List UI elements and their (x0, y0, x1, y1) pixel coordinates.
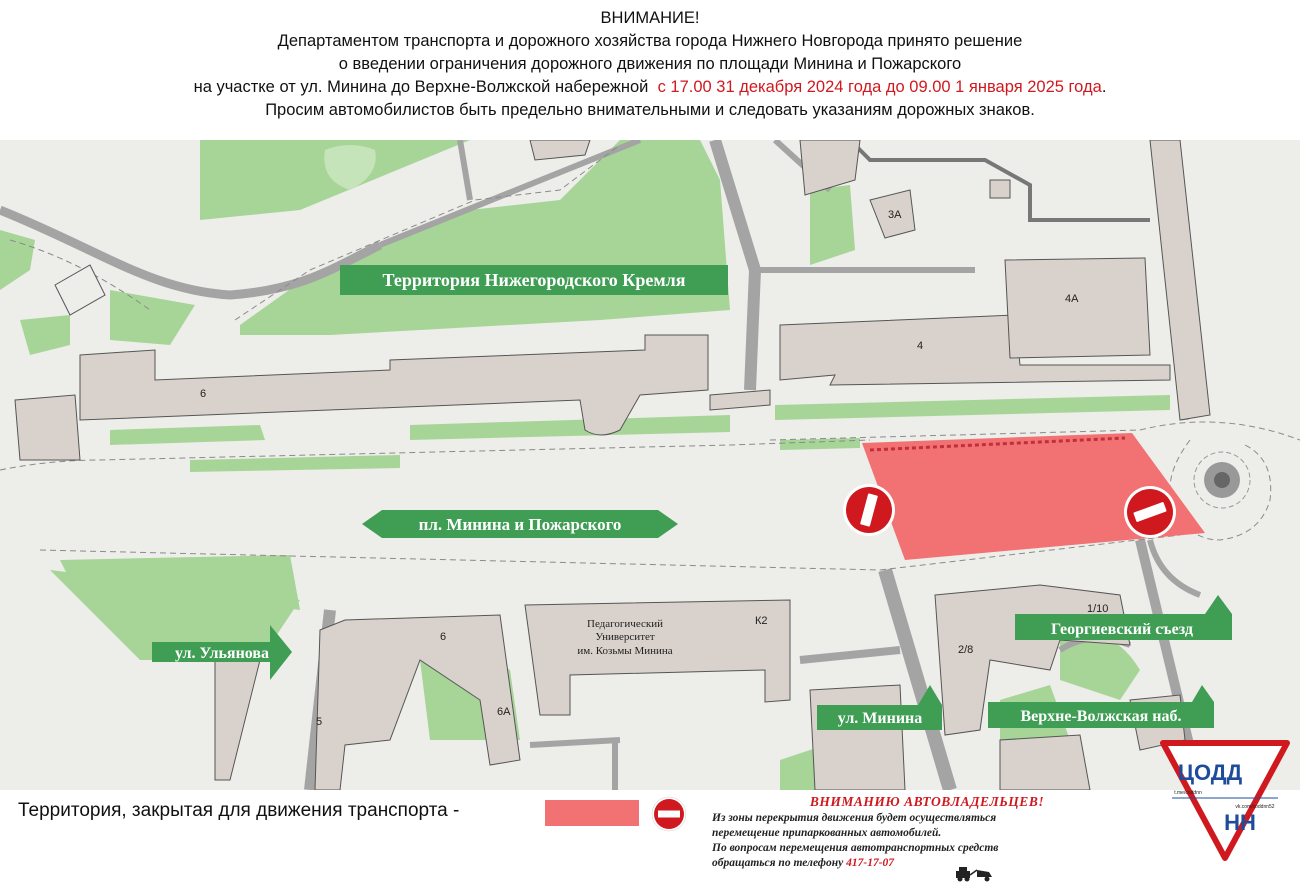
logo-tg: t.me/coddnn (1174, 790, 1202, 796)
building-number: 5 (316, 716, 323, 728)
building-number: 1/10 (1087, 603, 1109, 615)
building-4a (1005, 258, 1150, 358)
building-number: 2/8 (958, 644, 974, 656)
university-line-1: Педагогический (587, 618, 663, 630)
building-number: 6А (497, 706, 511, 718)
label-kremlin-text: Территория Нижегородского Кремля (382, 270, 686, 290)
notice-header (0, 0, 1300, 140)
tow-notice (712, 794, 1142, 871)
building-number: 6 (440, 631, 447, 643)
logo-vk: vk.com/coddnn52 (1235, 804, 1275, 810)
label-georgievsky-text: Георгиевский съезд (1051, 621, 1193, 638)
header-line-3: о введении ограничения дорожного движения по площади Минина и Пожарского (338, 55, 962, 73)
label-square (362, 510, 678, 538)
university-line-2: Университет (595, 631, 655, 643)
notice-line-4 (712, 856, 1142, 871)
header-line-4 (0, 77, 1300, 97)
header-line-4-text: на участке от ул. Минина до Верхне-Волжской набережной (193, 78, 649, 96)
logo-top-text: ЦОДД (1177, 760, 1243, 785)
label-ulyanova-text: ул. Ульянова (174, 645, 270, 662)
university-line-3: им. Козьмы Минина (577, 645, 673, 657)
notice-line-1: Из зоны перекрытия движения будет осуществляться (712, 812, 997, 824)
building-number: К2 (755, 615, 768, 627)
label-minina-text: ул. Минина (837, 710, 923, 727)
label-verkhne-text: Верхне-Волжская наб. (1020, 708, 1182, 725)
header-dates: с 17.00 31 декабря 2024 года до 09.00 1 января 2025 года (657, 78, 1102, 96)
no-entry-sign-left (843, 484, 895, 536)
notice-line-3: По вопросам перемещения автотранспортных средств (712, 842, 999, 854)
building-number: 6 (200, 388, 207, 400)
codd-logo (1160, 738, 1290, 863)
legend-closed-swatch (545, 800, 639, 826)
notice-line-2: перемещение припаркованных автомобилей. (712, 827, 942, 839)
building-number: 4А (1065, 293, 1079, 305)
tow-truck-icon (955, 863, 995, 883)
label-kremlin (340, 265, 728, 295)
header-line-5: Просим автомобилистов быть предельно внимательными и следовать указаниям дорожных знаков. (265, 101, 1035, 119)
notice-phone: 417-17-07 (846, 857, 895, 869)
notice-title: ВНИМАНИЮ АВТОВЛАДЕЛЬЦЕВ! (809, 794, 1045, 809)
header-warning: ВНИМАНИЕ! (600, 9, 700, 27)
legend-text: Территория, закрытая для движения транспорта - (18, 800, 460, 821)
building-number: 3А (888, 209, 902, 221)
no-entry-sign-right (1124, 486, 1176, 538)
map (0, 140, 1300, 790)
no-entry-icon (651, 796, 687, 832)
notice-phone-label: обращаться по телефону (712, 857, 844, 869)
header-line-4-end: . (1101, 78, 1107, 96)
building-number: 4 (917, 340, 924, 352)
header-line-2: Департаментом транспорта и дорожного хозяйства города Нижнего Новгорода принято решение (277, 32, 1023, 50)
label-square-text: пл. Минина и Пожарского (418, 515, 622, 534)
logo-bottom-text: НН (1224, 810, 1256, 835)
